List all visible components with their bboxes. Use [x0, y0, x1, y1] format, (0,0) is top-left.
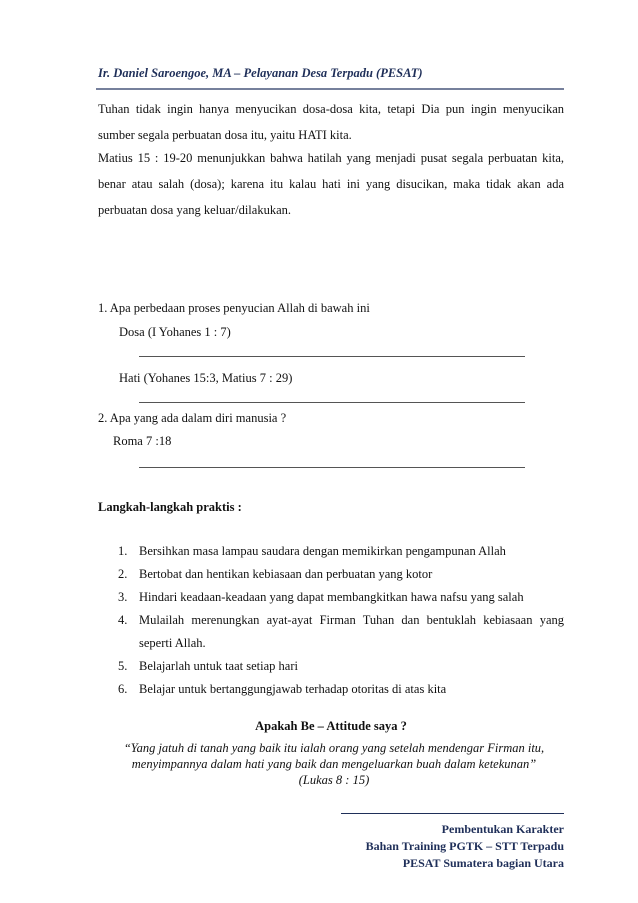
page-footer [366, 821, 564, 872]
intro-paragraph-1: Tuhan tidak ingin hanya menyucikan dosa-dosa kita, tetapi Dia pun ingin menyucikan sumber segala perbuatan dosa itu, yaitu HATI kita. [98, 102, 564, 142]
quote-reference: (Lukas 8 : 15) [298, 773, 370, 787]
step-text: Hindari keadaan-keadaan yang dapat membangkitkan hawa nafsu yang salah [139, 590, 524, 604]
intro-paragraph-2: Matius 15 : 19-20 menunjukkan bahwa hatilah yang menjadi pusat segala perbuatan kita, benar atau salah (dosa); karena itu kalau hati ini yang disucikan, maka tidak akan ada perbuatan dosa yang keluar/dilakukan. [98, 151, 564, 217]
step-number: 2. [118, 567, 128, 581]
step-text: Belajar untuk bertanggungjawab terhadap otoritas di atas kita [139, 682, 447, 696]
quote-line-1: “Yang jatuh di tanah yang baik itu ialah orang yang setelah mendengar Firman itu, [123, 741, 545, 755]
steps-list [98, 540, 564, 701]
question-1-item-hati: Hati (Yohanes 15:3, Matius 7 : 29) [119, 371, 293, 385]
question-1-item-dosa: Dosa (I Yohanes 1 : 7) [119, 325, 231, 339]
step-number: 4. [118, 613, 128, 627]
list-item [98, 609, 564, 655]
steps-title: Langkah-langkah praktis : [98, 500, 242, 514]
footer-line-1: Pembentukan Karakter [441, 822, 564, 836]
page-header-title: Ir. Daniel Saroengoe, MA – Pelayanan Desa Terpadu (PESAT) [98, 66, 423, 80]
step-number: 3. [118, 590, 128, 604]
footer-line-2: Bahan Training PGTK – STT Terpadu [365, 839, 564, 853]
list-item [98, 540, 564, 563]
list-item [98, 678, 564, 701]
step-text: Mulailah merenungkan ayat-ayat Firman Tuhan dan bentuklah kebiasaan yang seperti Allah. [139, 613, 564, 650]
list-item [98, 586, 564, 609]
footer-line-3: PESAT Sumatera bagian Utara [402, 856, 564, 870]
footer-divider [341, 813, 564, 814]
step-text: Belajarlah untuk taat setiap hari [139, 659, 298, 673]
answer-blank-line [139, 402, 525, 403]
question-2: 2. Apa yang ada dalam diri manusia ? [98, 411, 287, 425]
answer-blank-line [139, 356, 525, 357]
step-number: 5. [118, 659, 128, 673]
quote-line-2: menyimpannya dalam hati yang baik dan mengeluarkan buah dalam ketekunan” [131, 757, 537, 771]
step-text: Bertobat dan hentikan kebiasaan dan perbuatan yang kotor [139, 567, 433, 581]
question-2-reference: Roma 7 :18 [113, 434, 172, 448]
step-text: Bersihkan masa lampau saudara dengan memikirkan pengampunan Allah [139, 544, 506, 558]
question-1: 1. Apa perbedaan proses penyucian Allah di bawah ini [98, 301, 370, 315]
list-item [98, 563, 564, 586]
step-number: 6. [118, 682, 128, 696]
closing-title: Apakah Be – Attitude saya ? [255, 719, 407, 733]
header-divider [96, 88, 564, 90]
answer-blank-line [139, 467, 525, 468]
step-number: 1. [118, 544, 128, 558]
list-item [98, 655, 564, 678]
closing-quote [110, 740, 558, 788]
